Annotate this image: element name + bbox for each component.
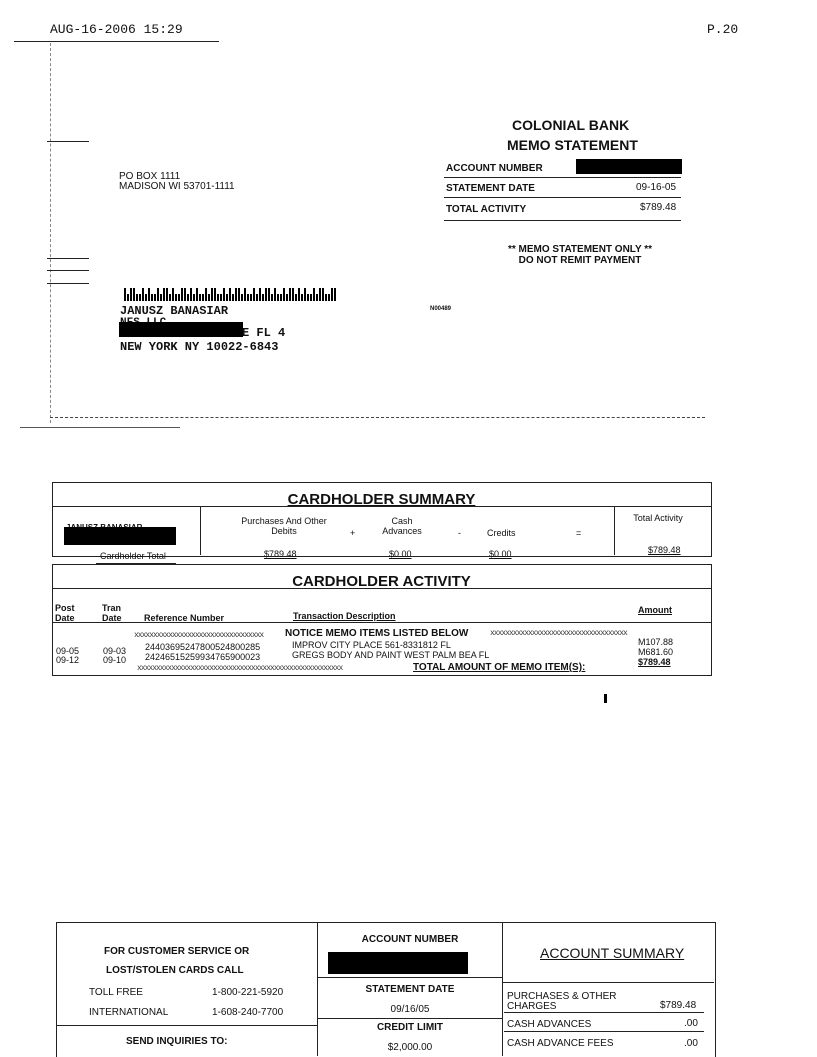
footer-credit-limit-label: CREDIT LIMIT [376, 1022, 444, 1033]
redacted-footer-account-number [328, 952, 468, 974]
row-post-date: 09-05 [56, 646, 80, 656]
cash-advance-fees-label: CASH ADVANCE FEES [507, 1038, 614, 1049]
document-type: MEMO STATEMENT [507, 137, 638, 153]
summary-credits-value: $0.00 [489, 549, 512, 559]
intl-number: 1-608-240-7700 [212, 1007, 284, 1018]
footer-account-number-label: ACCOUNT NUMBER [361, 934, 459, 945]
left-margin-line [50, 43, 51, 423]
footer-rule [504, 1031, 704, 1032]
row-description: IMPROV CITY PLACE 561-8331812 FL [292, 640, 451, 650]
footer-divider [502, 922, 503, 1056]
summary-purchases-value: $789.48 [264, 549, 297, 559]
footer-rule [504, 1012, 704, 1013]
row-amount: M681.60 [638, 647, 674, 657]
account-box-rule [444, 220, 681, 221]
memo-notice [490, 244, 670, 266]
summary-divider [614, 506, 615, 555]
fold-mark [47, 270, 89, 271]
summary-op-plus: + [350, 528, 356, 538]
summary-col-purchases: Purchases And Other Debits [241, 516, 327, 536]
cash-advances-label: CASH ADVANCES [507, 1019, 592, 1030]
redacted-holder-name [64, 527, 176, 545]
footer-rule [317, 977, 502, 978]
footer-statement-date-label: STATEMENT DATE [365, 984, 455, 995]
summary-cash-value: $0.00 [389, 549, 412, 559]
row-tran-date: 09-03 [103, 646, 127, 656]
statement-date-value: 09-16-05 [636, 182, 677, 193]
activity-divider-marks: xxxxxxxxxxxxxxxxxxxxxxxxxxxxxxxxxxxx [490, 629, 627, 638]
inquiries-label: SEND INQUIRIES TO: [126, 1036, 228, 1047]
service-title1: FOR CUSTOMER SERVICE OR [104, 946, 250, 957]
recipient-city-line: NEW YORK NY 10022-6843 [120, 340, 279, 354]
summary-col-cash: Cash Advances [382, 516, 422, 536]
summary-op-equals: = [576, 528, 582, 538]
activity-col-amount: Amount [638, 605, 672, 615]
footer-rule [56, 1025, 317, 1026]
service-title2: LOST/STOLEN CARDS CALL [106, 965, 244, 976]
summary-total-value: $789.48 [648, 545, 681, 555]
summary-col-credits: Credits [487, 528, 516, 538]
return-address [119, 172, 235, 192]
perforation-line [50, 417, 705, 418]
intl-label: INTERNATIONAL [89, 1007, 169, 1018]
account-number-label: ACCOUNT NUMBER [446, 163, 543, 174]
return-address-line1: PO BOX 1111 [119, 171, 181, 182]
fold-mark [47, 258, 89, 259]
activity-divider-marks: xxxxxxxxxxxxxxxxxxxxxxxxxxxxxxxxxxxxxxxxxxxxxxxxxxxxxx [137, 664, 343, 673]
account-box-rule [444, 177, 681, 178]
summary-divider [200, 506, 201, 555]
footer-credit-limit-value: $2,000.00 [387, 1042, 433, 1053]
row-reference: 24246515259934765900023 [145, 652, 261, 662]
activity-divider-marks: xxxxxxxxxxxxxxxxxxxxxxxxxxxxxxxxxx [134, 631, 264, 640]
summary-col-total: Total Activity [633, 513, 683, 523]
redacted-address [119, 322, 243, 337]
purchases-value: $789.48 [660, 1000, 697, 1011]
summary-title: CARDHOLDER SUMMARY [287, 491, 476, 508]
total-activity-value: $789.48 [640, 202, 677, 213]
row-tran-date: 09-10 [103, 655, 127, 665]
memo-notice-line2: DO NOT REMIT PAYMENT [518, 255, 642, 266]
activity-col-desc: Transaction Description [293, 611, 396, 621]
activity-header-rule [52, 622, 711, 623]
row-amount: M107.88 [638, 637, 674, 647]
recipient-address-suffix: E FL 4 [242, 326, 286, 340]
mail-code: N00489 [430, 306, 452, 312]
bank-name: COLONIAL BANK [512, 117, 630, 133]
memo-notice-line1: ** MEMO STATEMENT ONLY ** [507, 244, 653, 255]
footer-statement-date-value: 09/16/05 [390, 1004, 430, 1015]
account-box-rule [444, 197, 681, 198]
tollfree-label: TOLL FREE [89, 987, 143, 998]
tear-line [20, 427, 180, 428]
tollfree-number: 1-800-221-5920 [212, 987, 284, 998]
cash-advances-value: .00 [684, 1018, 698, 1029]
activity-notice-line: NOTICE MEMO ITEMS LISTED BELOW [285, 628, 469, 639]
return-address-line2: MADISON WI 53701-1111 [119, 181, 235, 192]
summary-row-label: Cardholder Total [100, 551, 166, 561]
activity-total-amount: $789.48 [638, 657, 671, 667]
total-activity-label: TOTAL ACTIVITY [446, 204, 527, 215]
activity-title: CARDHOLDER ACTIVITY [292, 573, 471, 590]
activity-col-tran: Tran Date [102, 603, 122, 623]
footer-rule [317, 1018, 502, 1019]
fold-mark [47, 141, 89, 142]
redacted-account-number [576, 159, 682, 174]
cash-advance-fees-value: .00 [684, 1038, 698, 1049]
fax-header-rule [14, 41, 219, 42]
statement-date-label: STATEMENT DATE [446, 183, 535, 194]
row-post-date: 09-12 [56, 655, 80, 665]
fax-timestamp: AUG-16-2006 15:29 [50, 22, 183, 37]
summary-op-minus: - [458, 528, 461, 538]
postal-barcode [124, 287, 336, 301]
activity-col-ref: Reference Number [144, 613, 225, 623]
footer-rule [502, 982, 714, 983]
fold-mark [47, 283, 89, 284]
row-description: GREGS BODY AND PAINT WEST PALM BEA FL [292, 650, 490, 660]
activity-total-label: TOTAL AMOUNT OF MEMO ITEM(S): [413, 662, 586, 673]
activity-col-post: Post Date [55, 603, 75, 623]
recipient-name: JANUSZ BANASIAR [120, 304, 229, 318]
row-reference: 24403695247800524800285 [145, 642, 261, 652]
account-summary-title: ACCOUNT SUMMARY [540, 945, 685, 961]
fax-speck [604, 694, 607, 703]
fax-page-number: P.20 [707, 22, 739, 37]
purchases-label: PURCHASES & OTHER CHARGES [507, 991, 617, 1012]
